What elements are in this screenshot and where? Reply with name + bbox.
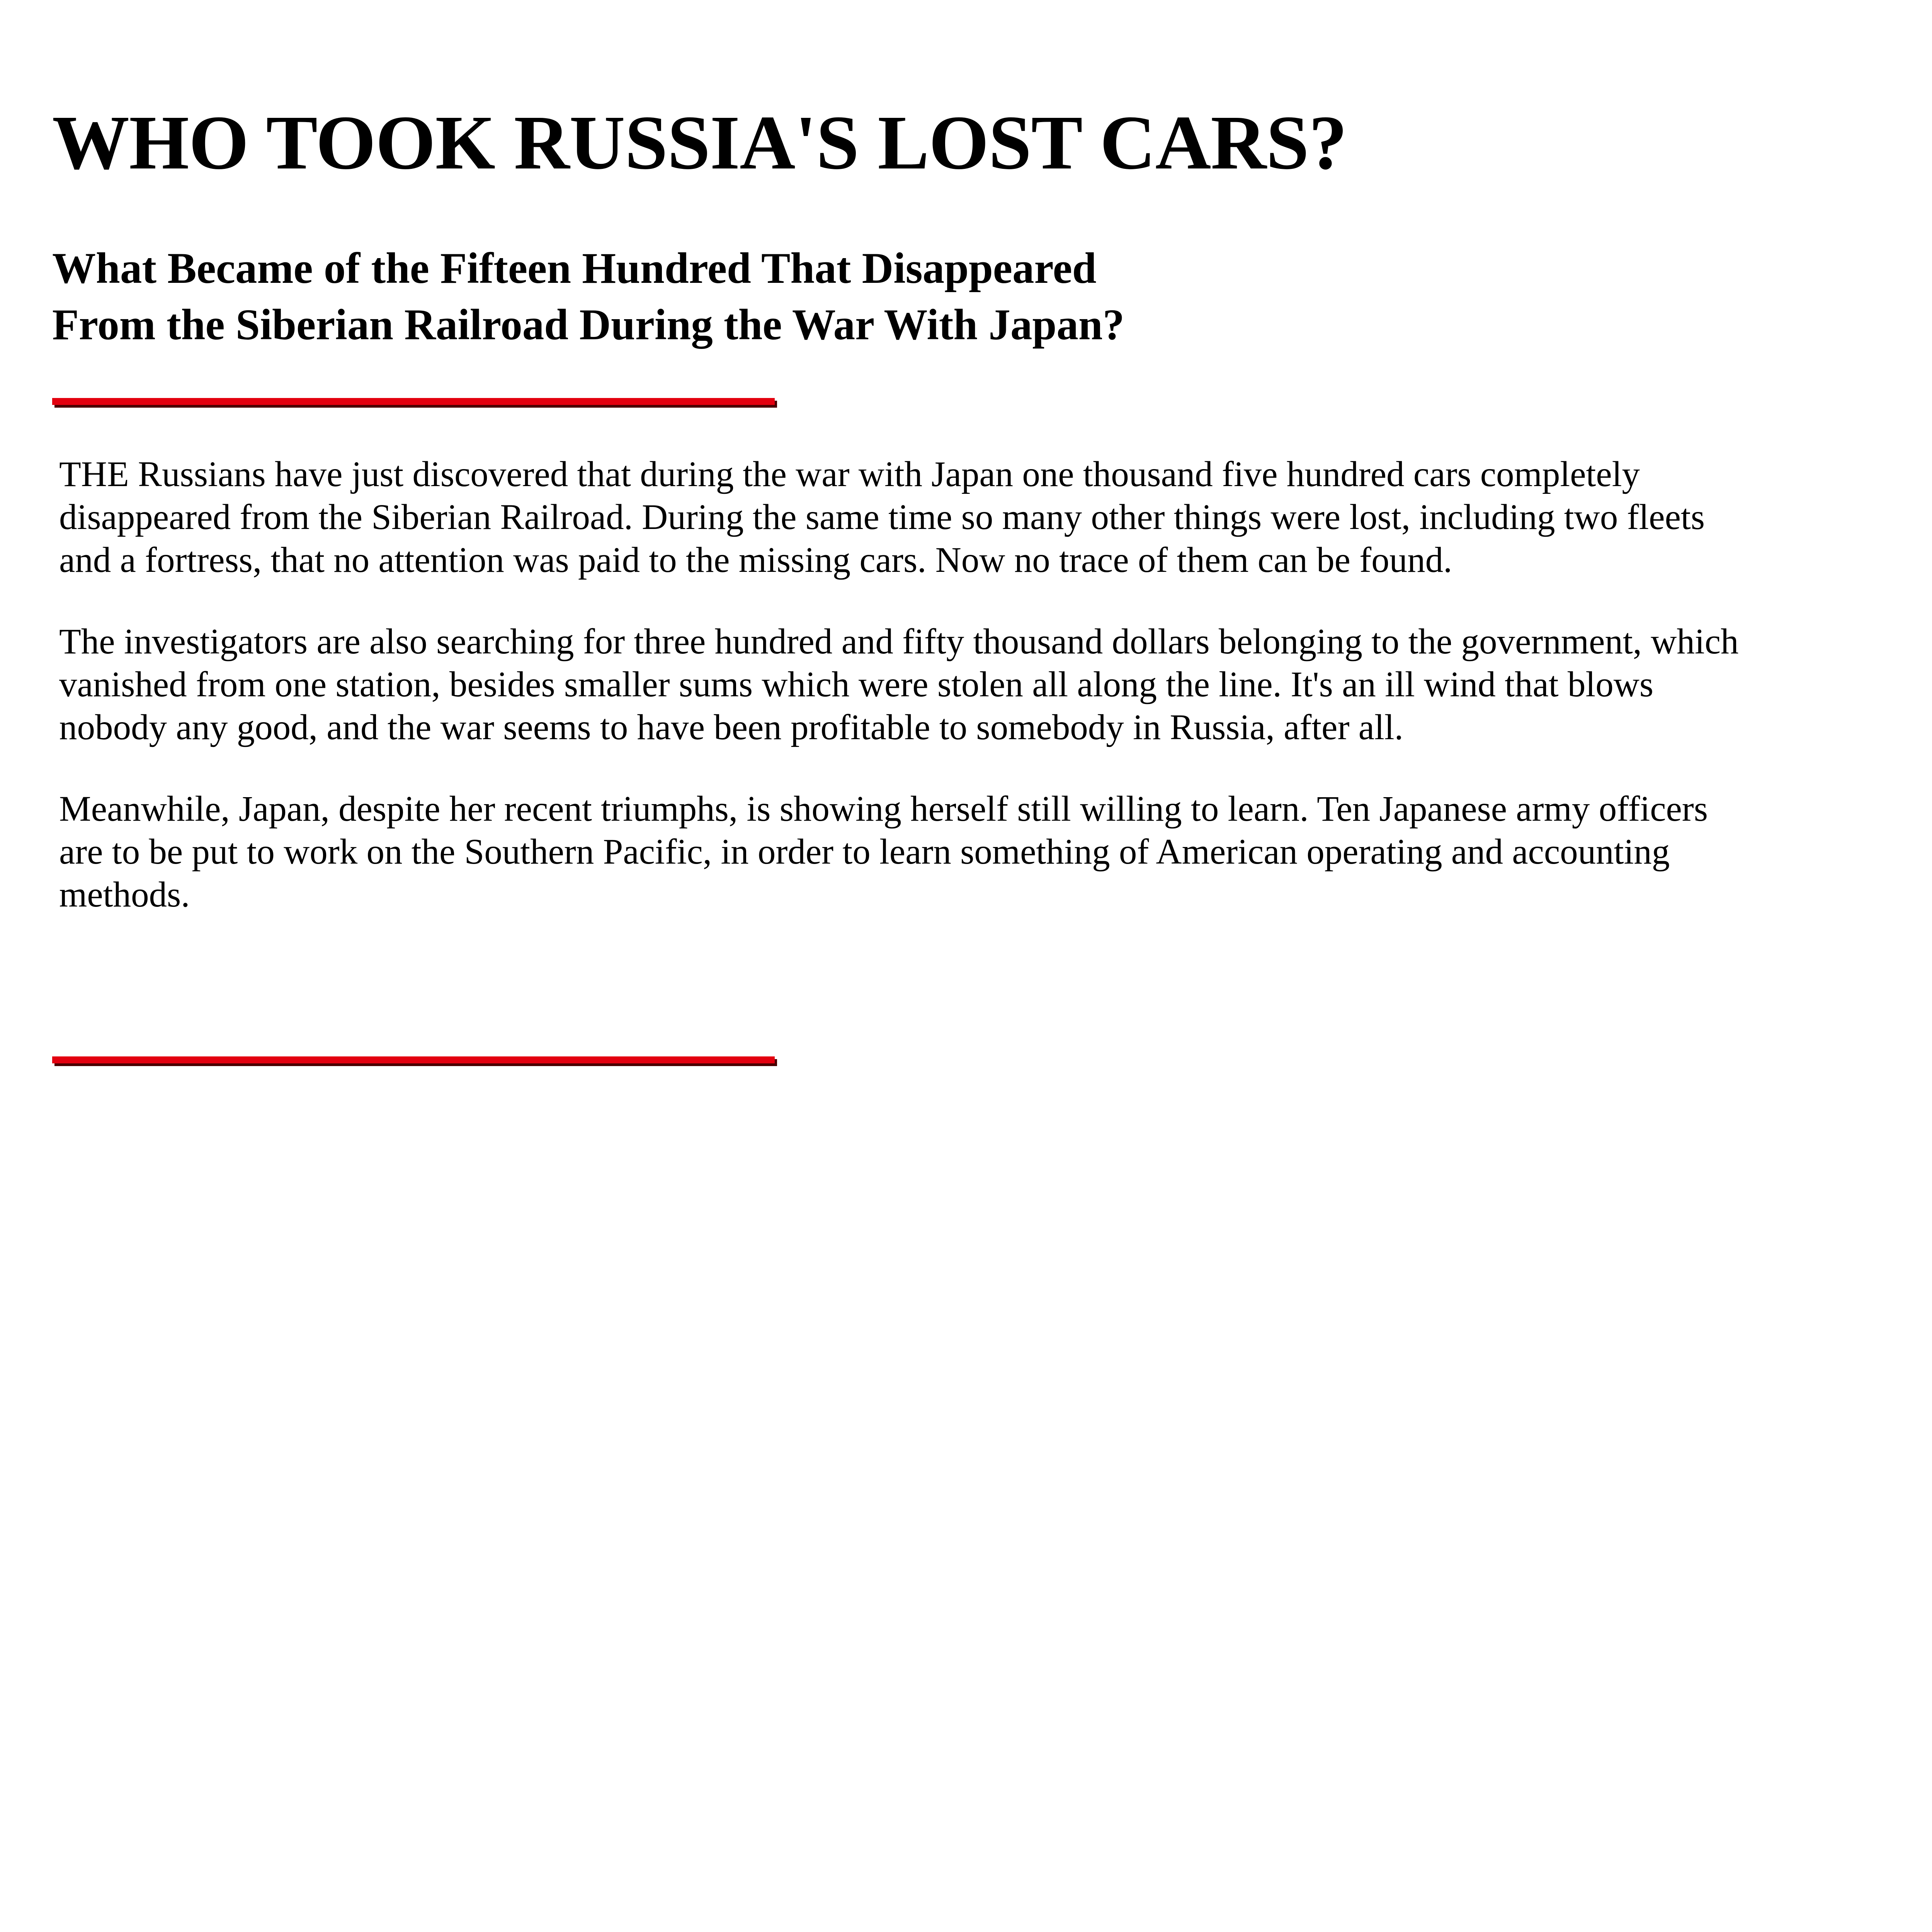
paragraph-3: Meanwhile, Japan, despite her recent triumphs, is showing herself still willing to learn. Ten Japanese army officers are to be put to work on the Southern Pacific, in order to learn something of American operating and accounting methods.: [59, 789, 1708, 915]
paragraph-2: The investigators are also searching for three hundred and fifty thousand dollars belonging to the government, which vanished from one station, besides smaller sums which were stolen all along the line. It's an ill wind that blows nobody any good, and the war seems to have been profitable to somebody in Russia, after all.: [59, 622, 1739, 747]
paragraph-1: THE Russians have just discovered that during the war with Japan one thousand five hundred cars completely disappeared from the Siberian Railroad. During the same time so many other things were lost, including two fleets and a fortress, that no attention was paid to the missing cars. Now no trace of them can be found.: [59, 454, 1705, 580]
top-red-divider: [52, 398, 775, 405]
article-title: WHO TOOK RUSSIA'S LOST CARS?: [52, 100, 1347, 185]
subtitle-line-2: From the Siberian Railroad During the War With Japan?: [52, 301, 1125, 349]
bottom-red-divider: [52, 1056, 775, 1063]
article-subtitle: [52, 240, 1366, 353]
subtitle-line-1: What Became of the Fifteen Hundred That Disappeared: [52, 244, 1097, 293]
article-body: [59, 453, 1752, 955]
